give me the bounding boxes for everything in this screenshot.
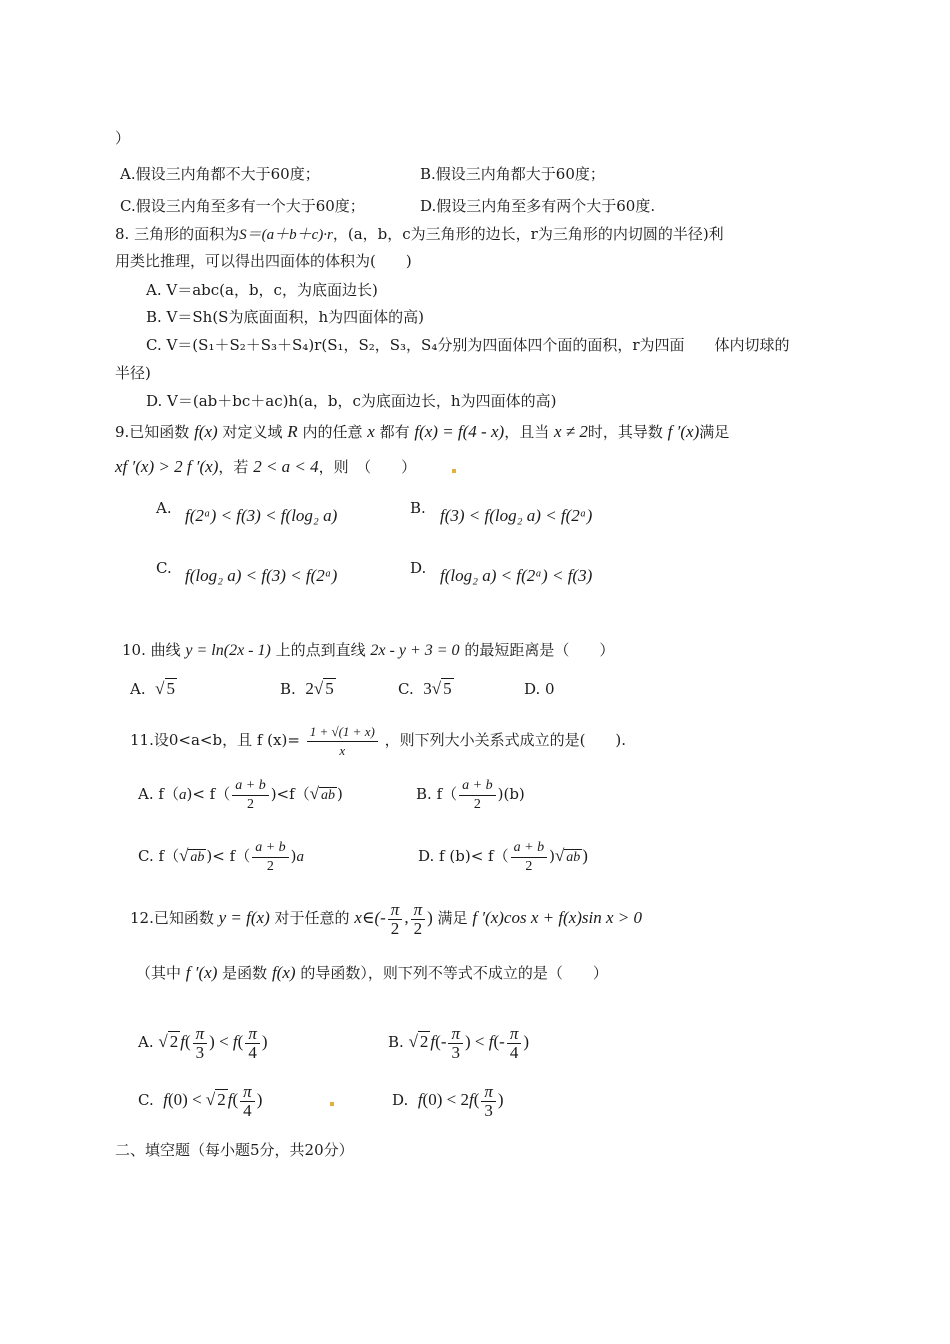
- q9-text-c: 内的任意: [302, 423, 363, 441]
- q11-f: f: [289, 785, 295, 803]
- q12-note-derivative: f ′(x): [185, 963, 218, 982]
- q11-apb: a + b: [252, 839, 288, 858]
- q9-option-d-label: D.: [410, 559, 427, 577]
- q12-option-b: B. √ 2 f(- $\frac{\pi}{3}$ ) < f(- $\frac{\pi}{4}$ ): [388, 1023, 530, 1062]
- q12-pi-half: [411, 901, 426, 938]
- q12-pi: π: [411, 901, 426, 920]
- q12-two: 2: [390, 918, 400, 938]
- q12-text-sat: 满足: [437, 909, 468, 927]
- q11-option-d-label: D.: [418, 847, 435, 865]
- q11-apb: a + b: [459, 777, 495, 796]
- q11-function-fraction: [307, 723, 378, 760]
- q10-curve: y = ln(2x - 1): [185, 642, 271, 659]
- q9-text-g: 满足: [699, 423, 730, 441]
- q11-b: (b): [449, 847, 471, 865]
- q12-pi: π: [388, 901, 403, 920]
- q12-pi: π: [507, 1025, 522, 1044]
- q11-option-b: B. f（ $\frac{a + b}{2}$ )(b): [416, 777, 525, 812]
- q12-option-a-label: A.: [138, 1033, 154, 1051]
- q12-note-b: 是函数: [222, 964, 268, 982]
- q12-option-b-label: B.: [388, 1033, 404, 1051]
- q12-neg-pi-half: [388, 901, 403, 938]
- q11-mean-fraction: [459, 777, 495, 814]
- q12-three: 3: [195, 1042, 205, 1062]
- q11-ab: ab: [190, 850, 205, 865]
- q12-three: 3: [484, 1100, 493, 1120]
- q8-stem-line2: 用类比推理，可以得出四面体的体积为( ): [115, 252, 412, 270]
- q11-two: 2: [266, 858, 274, 874]
- q10-option-c-coef: 3: [423, 679, 432, 698]
- q10-option-a-label: A.: [130, 680, 146, 698]
- q11-f: f: [158, 785, 164, 803]
- q12-pi: π: [193, 1025, 208, 1044]
- q11-mean-fraction: [511, 839, 547, 876]
- q10-option-a-value: 5: [166, 679, 175, 698]
- q12-note-a: （其中: [136, 964, 182, 982]
- q10-option-d: D. 0: [524, 680, 555, 698]
- q11-mean-fraction: [252, 839, 288, 876]
- q9-option-b: f(3) < f(log₂ a) < f(2ᵃ): [440, 506, 593, 525]
- q9-option-c: f(log₂ a) < f(3) < f(2ᵃ): [185, 566, 338, 585]
- q10-option-b-label: B.: [280, 680, 296, 698]
- q9-option-b-label: B.: [410, 499, 426, 517]
- q12-domain-post: ): [427, 908, 433, 927]
- q10-option-b-coef: 2: [305, 679, 314, 698]
- q12-text-mid: 对于任意的: [274, 909, 350, 927]
- q8-stem-line1: [115, 224, 724, 245]
- q11-stem: [130, 720, 626, 760]
- q11-f: f: [158, 847, 165, 865]
- q9-option-a: f(2ᵃ) < f(3) < f(log₂ a): [185, 506, 338, 525]
- q11-option-c-label: C.: [138, 847, 154, 865]
- q11-ab: ab: [566, 850, 581, 865]
- q8-option-d: D. V＝(ab＋bc＋ac)h(a，b，c为底面边长，h为四面体的高): [146, 392, 557, 410]
- q12-stem-line2: [136, 960, 608, 986]
- q11-option-a-label: A.: [138, 785, 154, 803]
- q7-option-b: B.假设三内角都大于60度；: [420, 165, 605, 183]
- q10-option-c-label: C.: [398, 680, 414, 698]
- q10-option-b: B. 2√ 5: [280, 679, 334, 698]
- speck: [452, 469, 456, 473]
- q11-option-b-label: B.: [416, 785, 432, 803]
- q11-apb: a + b: [511, 839, 547, 858]
- q9-text-d: 都有: [379, 423, 410, 441]
- q12-pi: π: [481, 1083, 496, 1102]
- q10-stem: [122, 640, 614, 661]
- q11-f: f: [229, 847, 236, 865]
- q10-line: 2x - y + 3 = 0: [370, 642, 460, 659]
- q12-option-c: C. f(0) < √ 2 f( $\frac{\pi}{4}$ ): [138, 1081, 263, 1120]
- q9-text-h: ，若: [218, 458, 249, 476]
- q12-four: 4: [243, 1100, 252, 1120]
- q9-inequality: xf ′(x) > 2 f ′(x): [115, 457, 219, 476]
- q9-symmetry: f(x) = f(4 - x): [414, 422, 505, 441]
- q9-x: x: [367, 422, 375, 441]
- q11-denominator: x: [339, 742, 346, 758]
- q8-stem-post: ，(a，b，c为三角形的边长，r为三角形的内切圆的半径)利: [332, 225, 724, 243]
- q9-stem-line1: [115, 421, 729, 443]
- q10-option-c: C. 3√ 5: [398, 679, 452, 698]
- q11-option-c: C. f（√ ab )< f（ $\frac{a + b}{2}$ )a: [138, 839, 305, 874]
- q8-option-a: A. V＝abc(a，b，c，为底面边长): [146, 281, 378, 299]
- q10-text-pre: 10. 曲线: [122, 641, 181, 659]
- q11-f: f: [209, 785, 216, 803]
- q12-four: 4: [509, 1042, 519, 1062]
- q11-mean-fraction: [232, 777, 268, 814]
- q9-option-c-label: C.: [156, 559, 172, 577]
- q11-two: 2: [525, 858, 533, 874]
- q12-option-d: D. f(0) < 2f( $\frac{\pi}{3}$ ): [392, 1081, 504, 1120]
- q8-stem-pre: 8. 三角形的面积为: [115, 225, 240, 243]
- q7-option-c: C.假设三内角至多有一个大于60度；: [120, 197, 365, 215]
- q10-option-a: A. √ 5: [130, 679, 175, 698]
- q10-text-post: 的最短距离是（ ）: [464, 641, 615, 659]
- q8-option-c: C. V＝(S₁＋S₂＋S₃＋S₄)r(S₁，S₂，S₃，S₄分别为四面体四个面的面积，r为四面 体内切球的: [146, 336, 790, 354]
- q9-range: 2 < a < 4: [253, 457, 319, 476]
- speck: [330, 1102, 334, 1106]
- q11-a: a: [296, 849, 305, 865]
- q11-a: a: [178, 787, 187, 803]
- q9-option-a-label: A.: [156, 499, 172, 517]
- q12-option-c-label: C.: [138, 1091, 154, 1109]
- q10-text-mid: 上的点到直线: [275, 641, 366, 659]
- q9-domain-R: R: [287, 422, 298, 441]
- q9-text-a: 9.已知函数: [115, 423, 190, 441]
- q11-two: 2: [473, 796, 481, 812]
- q9-stem-line2: [115, 456, 416, 478]
- q12-two: 2: [413, 918, 423, 938]
- q7-option-a: A.假设三内角都不大于60度；: [120, 165, 320, 183]
- q11-f: f: [436, 785, 443, 803]
- q9-text-f: 时，其导数: [587, 423, 663, 441]
- q11-two: 2: [246, 796, 254, 812]
- q12-option-a: A. √ 2 f( $\frac{\pi}{3}$ ) < f( $\frac{\pi}{4}$ ): [138, 1023, 268, 1062]
- q11-text-post: ，则下列大小关系式成立的是( ).: [384, 731, 627, 749]
- q12-function: y = f(x): [218, 908, 270, 927]
- q9-derivative: f ′(x): [667, 422, 700, 441]
- q12-option-d-label: D.: [392, 1091, 409, 1109]
- q9-text-e: ，且当: [504, 423, 550, 441]
- q12-condition: f ′(x)cos x + f(x)sin x > 0: [472, 908, 643, 927]
- q11-numerator: 1 + √(1 + x): [307, 723, 378, 742]
- q11-f: f: [439, 847, 445, 865]
- q11-option-d: D. f (b)< f（ $\frac{a + b}{2}$ )√ ab ): [418, 839, 588, 874]
- q11-ab: ab: [321, 788, 336, 803]
- q11-b: (b): [503, 785, 525, 803]
- q9-text-i: ，则 （ ）: [318, 458, 417, 476]
- q12-pi: π: [240, 1083, 255, 1102]
- q10-option-c-value: 5: [443, 679, 452, 698]
- q12-stem-line1: 12.已知函数 y = f(x) 对于任意的 x∈(- $\frac{\pi}{2}$ , $\frac{\pi}{2}$ ) 满足 f ′(x)cos x + f(x)sin x > 0: [130, 899, 643, 938]
- q11-apb: a + b: [232, 777, 268, 796]
- q12-note-f: f(x): [271, 963, 296, 982]
- q12-pi: π: [448, 1025, 463, 1044]
- q10-option-b-value: 5: [325, 679, 334, 698]
- q9-text-b: 对定义域: [222, 423, 283, 441]
- q8-option-c-cont: 半径): [115, 364, 151, 382]
- q12-note-c: 的导函数），则下列不等式不成立的是（ ）: [300, 964, 608, 982]
- q8-formula: S＝(a＋b＋c)·r: [239, 227, 333, 243]
- q12-pi: π: [245, 1025, 260, 1044]
- q11-text-pre: 11.设0<a<b，且 f (x)=: [130, 731, 300, 749]
- q9-condition: x ≠ 2: [553, 422, 588, 441]
- q9-option-d: f(log₂ a) < f(2ᵃ) < f(3): [440, 566, 593, 585]
- q9-fx: f(x): [194, 422, 218, 441]
- q12-four: 4: [248, 1042, 257, 1062]
- q12-three: 3: [451, 1042, 460, 1062]
- q11-f: f: [488, 847, 494, 865]
- q12-domain-pre: x∈(-: [354, 908, 386, 927]
- section-2-heading: 二、填空题（每小题5分，共20分）: [115, 1141, 354, 1159]
- q7-tail: ）: [115, 129, 131, 147]
- q11-option-a: A. f（a)< f（ $\frac{a + b}{2}$ )<f（√ ab ): [138, 777, 343, 812]
- q7-option-d: D.假设三内角至多有两个大于60度.: [420, 197, 656, 215]
- q8-option-b: B. V＝Sh(S为底面面积，h为四面体的高): [146, 308, 424, 326]
- q12-text-pre: 12.已知函数: [130, 909, 214, 927]
